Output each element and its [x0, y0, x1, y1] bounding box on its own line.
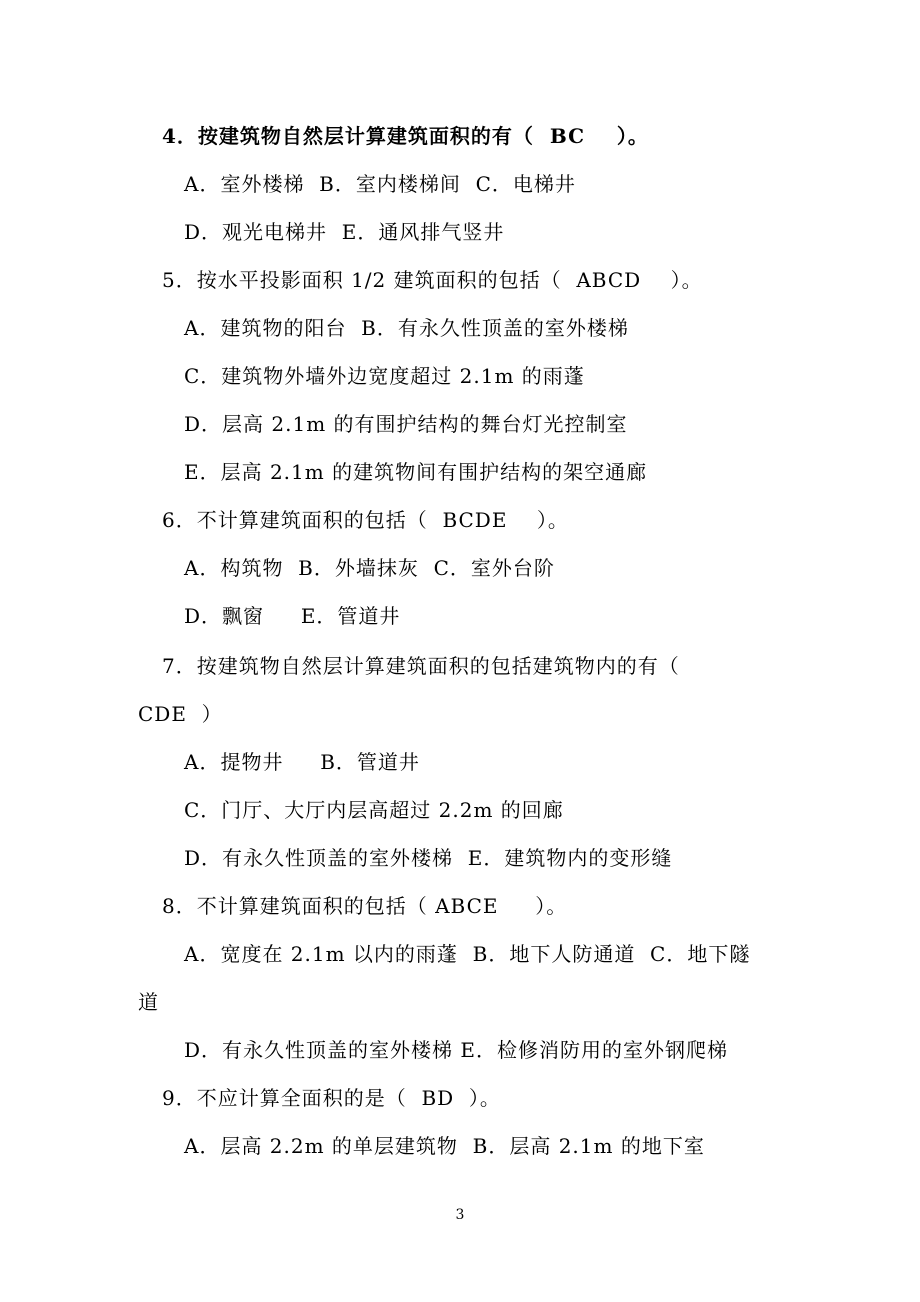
question-7-option-c: C．门厅、大厅内层高超过 2.2m 的回廊: [184, 798, 564, 822]
question-9-options-ab: A．层高 2.2m 的单层建筑物 B．层高 2.1m 的地下室: [184, 1134, 705, 1158]
question-7: 7．按建筑物自然层计算建筑面积的包括建筑物内的有（: [162, 654, 680, 678]
question-5-option-c: C．建筑物外墙外边宽度超过 2.1m 的雨蓬: [184, 364, 585, 388]
question-6-options-de: D．飘窗 E．管道井: [184, 604, 401, 628]
question-8: 8．不计算建筑面积的包括（ ABCE ）。: [162, 894, 568, 918]
question-4-options-abc: A．室外楼梯 B．室内楼梯间 C．电梯井: [184, 172, 576, 196]
page-number: 3: [455, 1207, 465, 1223]
question-7-options-de: D．有永久性顶盖的室外楼梯 E．建筑物内的变形缝: [184, 846, 673, 870]
question-5-options-ab: A．建筑物的阳台 B．有永久性顶盖的室外楼梯: [184, 316, 629, 340]
question-5-option-d: D．层高 2.1m 的有围护结构的舞台灯光控制室: [184, 412, 628, 436]
question-8-options-abc: A．宽度在 2.1m 以内的雨蓬 B．地下人防通道 C．地下隧: [184, 942, 751, 966]
question-8-options-abc-wrap: 道: [138, 990, 159, 1014]
question-8-options-de: D．有永久性顶盖的室外楼梯 E．检修消防用的室外钢爬梯: [184, 1038, 728, 1062]
question-4-options-de: D．观光电梯井 E．通风排气竖井: [184, 220, 505, 244]
question-5-option-e: E．层高 2.1m 的建筑物间有围护结构的架空通廊: [184, 460, 648, 484]
question-4: 4．按建筑物自然层计算建筑面积的有（ BC ）。: [162, 124, 649, 148]
question-7-options-ab: A．提物井 B．管道井: [184, 750, 420, 774]
question-5: 5．按水平投影面积 1/2 建筑面积的包括（ ABCD ）。: [162, 268, 703, 292]
question-9: 9．不应计算全面积的是（ BD ）。: [162, 1086, 501, 1110]
question-6-options-abc: A．构筑物 B．外墙抹灰 C．室外台阶: [184, 556, 555, 580]
question-6: 6．不计算建筑面积的包括（ BCDE ）。: [162, 508, 569, 532]
question-7-answer: CDE ）: [138, 702, 223, 726]
